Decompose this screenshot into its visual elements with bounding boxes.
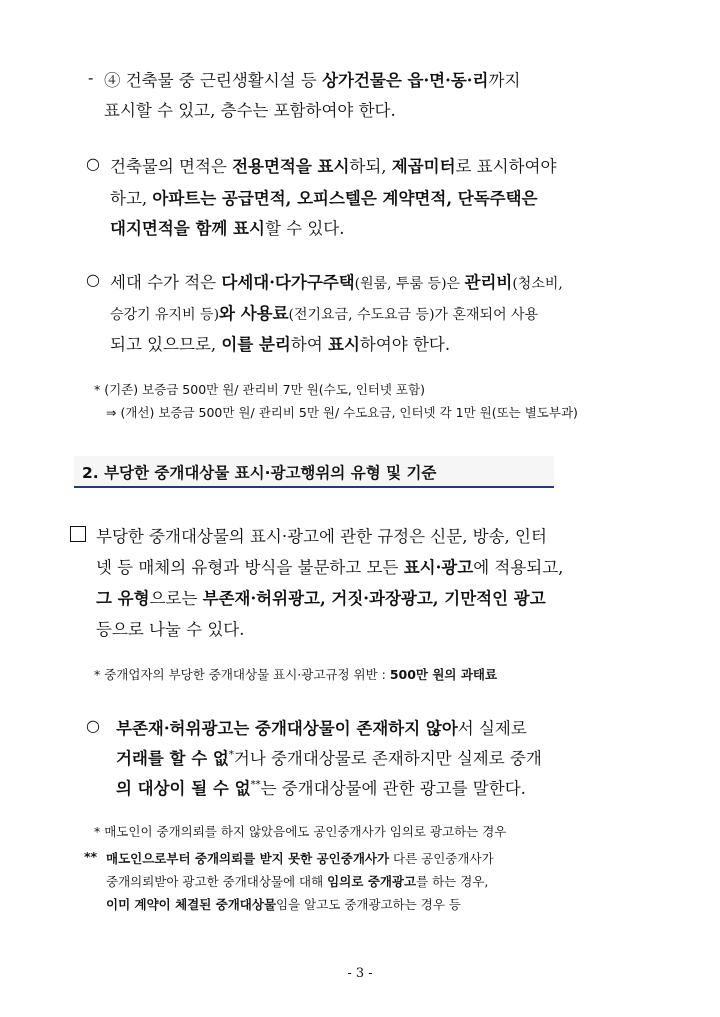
note-e-line4: 이미 계약이 체결된 중개대상물임을 알고도 중개광고하는 경우 등 (106, 897, 461, 912)
note-c-line2: ⇒ (개선) 보증금 500만 원/ 관리비 5만 원/ 수도요금, 인터넷 각 1만 원(또는 별도부과) (106, 405, 578, 420)
item-c-line3: 되고 있으므로, 이를 분리하여 표시하여야 한다. (110, 335, 451, 354)
note-c-line1: * (기존) 보증금 500만 원/ 관리비 7만 원(수도, 인터넷 포함) (94, 382, 425, 397)
note-e-line3: 중개의뢰받아 광고한 중개대상물에 대해 임의로 중개광고를 하는 경우, (106, 874, 489, 889)
item-d-line1: 부당한 중개대상물의 표시·광고에 관한 규정은 신문, 방송, 인터 (96, 527, 547, 546)
item-b-line3: 대지면적을 함께 표시할 수 있다. (110, 219, 345, 238)
item-d-line3: 그 유형으로는 부존재·허위광고, 거짓·과장광고, 기만적인 광고 (96, 589, 546, 608)
item-c-line1: 세대 수가 적은 다세대·다가구주택(원룸, 투룸 등)은 관리비(청소비, (110, 273, 563, 292)
double-asterisk-marker: ** (84, 849, 98, 864)
dash-marker: - (88, 68, 94, 87)
note-e-line2: 매도인으로부터 중개의뢰를 받지 못한 공인중개사가 다른 공인중개사가 (106, 851, 494, 866)
note-e-line1: * 매도인이 중개의뢰를 하지 않았음에도 공인중개사가 임의로 광고하는 경우 (94, 824, 507, 839)
section-heading (74, 456, 554, 488)
circle-marker: ○ (86, 716, 100, 735)
section-heading-text: 2. 부당한 중개대상물 표시·광고행위의 유형 및 기준 (82, 464, 437, 482)
item-b-line2: 하고, 아파트는 공급면적, 오피스텔은 계약면적, 단독주택은 (110, 189, 538, 208)
item-d-line2: 넷 등 매체의 유형과 방식을 불문하고 모든 표시·광고에 적용되고, (96, 558, 564, 577)
item-e-line3: 의 대상이 될 수 없**는 중개대상물에 관한 광고를 말한다. (116, 779, 526, 798)
note-d: * 중개업자의 부당한 중개대상물 표시·광고규정 위반 : 500만 원의 과태료 (94, 667, 498, 682)
square-bullet-icon (70, 526, 86, 542)
page-number: - 3 - (347, 966, 373, 981)
item-d-line4: 등으로 나눌 수 있다. (96, 620, 245, 639)
item-c-line2: 승강기 유지비 등)와 사용료(전기요금, 수도요금 등)가 혼재되어 사용 (110, 304, 539, 323)
item-b-line1: 건축물의 면적은 전용면적을 표시하되, 제곱미터로 표시하여야 (110, 157, 557, 176)
item-e-line2: 거래를 할 수 없*거나 중개대상물로 존재하지만 실제로 중개 (116, 749, 542, 768)
item-a-line1: ④ 건축물 중 근린생활시설 등 상가건물은 읍·면·동·리까지 (104, 71, 521, 90)
circle-marker: ○ (86, 154, 100, 173)
item-e-line1: 부존재·허위광고는 중개대상물이 존재하지 않아서 실제로 (116, 719, 527, 738)
circle-marker: ○ (86, 270, 100, 289)
item-a-line2: 표시할 수 있고, 층수는 포함하여야 한다. (104, 101, 396, 120)
